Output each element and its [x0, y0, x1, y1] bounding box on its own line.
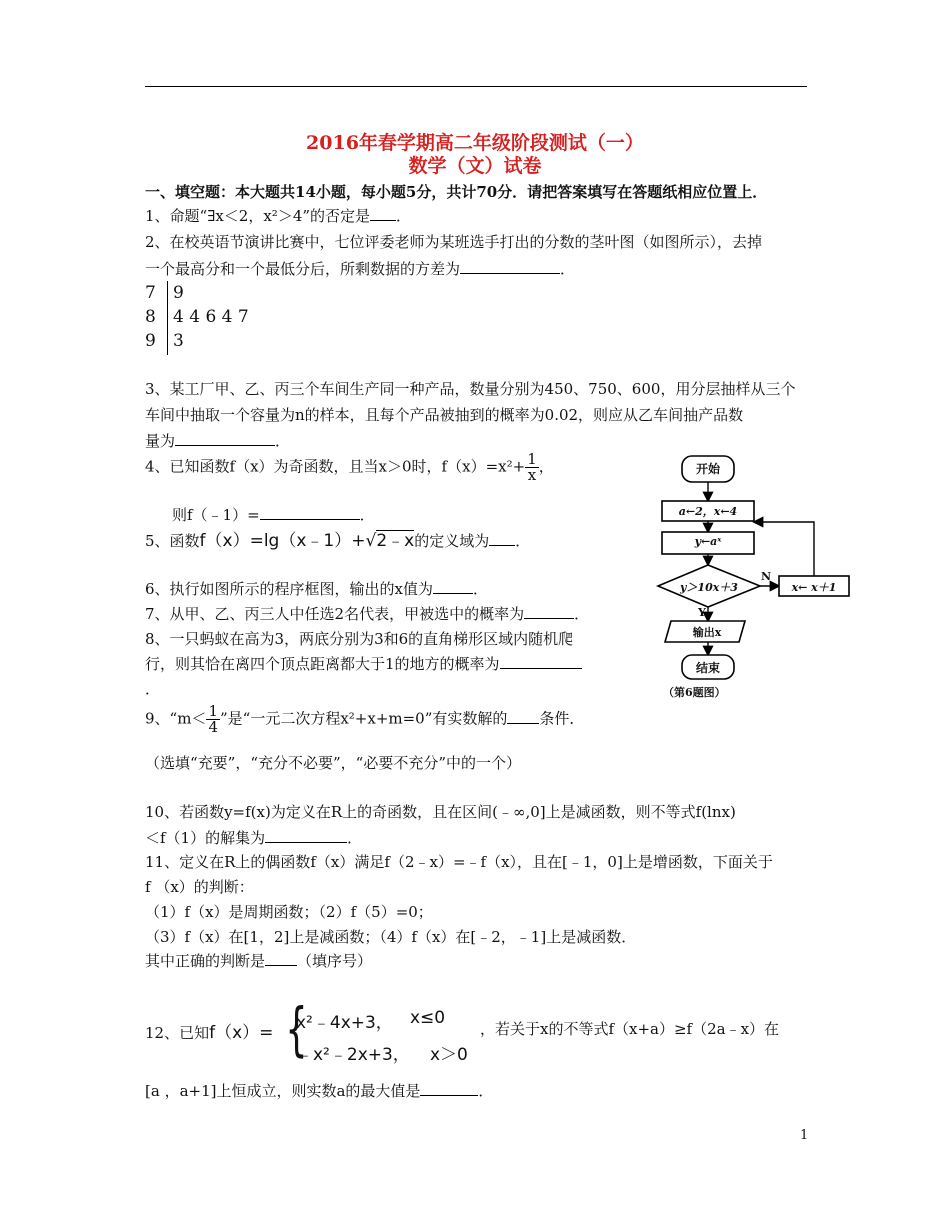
- piecewise-cond-2: x＞0: [430, 1045, 468, 1065]
- piecewise-cond-1: x≤0: [410, 1008, 446, 1028]
- answer-blank: [265, 828, 347, 843]
- sqrt-icon: √: [365, 531, 377, 551]
- question-10-line1: 10、若函数y=f(x)为定义在R上的奇函数，且在区间(﹣∞,0]上是减函数，则不等式f(lnx): [145, 803, 736, 821]
- increment-label: x← x＋1: [791, 581, 837, 594]
- title-line1: 2016年春学期高二年级阶段测试（一）: [306, 132, 644, 154]
- question-3-line1: 3、某工厂甲、乙、丙三个车间生产同一种产品，数量分别为450、750、600，用分层抽样从三个: [145, 380, 796, 398]
- answer-blank: [489, 531, 515, 546]
- question-8-line2: 行，则其恰在离四个顶点距离都大于1的地方的概率为: [145, 653, 582, 674]
- answer-blank: [507, 709, 539, 724]
- answer-blank: [420, 1081, 478, 1096]
- yes-label: Y: [698, 606, 706, 619]
- answer-blank: [260, 505, 360, 520]
- piecewise-case-1: x²﹣4x+3，: [296, 1013, 393, 1033]
- question-12-prefix: 12、已知f（x）=: [145, 1023, 274, 1043]
- question-2-line2: 一个最高分和一个最低分后，所剩数据的方差为 ．: [145, 260, 576, 278]
- question-11-line1: 11、定义在R上的偶函数f（x）满足f（2﹣x）=﹣f（x），且在[﹣1，0]上是增函数，下面关于: [145, 853, 773, 871]
- question-4-line2: 则f（﹣1）= ．: [172, 506, 375, 524]
- condition-label: y＞10x＋3: [680, 581, 738, 594]
- piecewise-case-2: ﹣x²﹣2x+3，: [296, 1045, 410, 1065]
- answer-blank: [175, 431, 275, 446]
- page-number: 1: [800, 1128, 809, 1143]
- answer-blank: [370, 206, 396, 221]
- question-9-note: （选填“充要”，“充分不必要”，“必要不充分”中的一个）: [145, 754, 522, 772]
- init-label: a←2，x←4: [678, 505, 738, 518]
- assign-label: y←aˣ: [694, 535, 722, 548]
- no-label: N: [761, 570, 772, 583]
- question-11-line3: （1）f（x）是周期函数；（2）f（5）=0；: [145, 903, 433, 921]
- question-12-line2: [a ，a+1]上恒成立，则实数a的最大值是 ．: [145, 1082, 494, 1100]
- answer-blank: [460, 259, 560, 274]
- question-11-line2: f （x）的判断：: [145, 878, 254, 896]
- question-8-end: ．: [145, 680, 161, 698]
- title-line2: 数学（文）试卷: [408, 155, 542, 177]
- question-4-line1: 4、已知函数f（x）为奇函数，且当x＞0时，f（x）=x²+ $\frac{1}{x}$ ，: [145, 450, 554, 484]
- question-12-suffix: ，若关于x的不等式f（x+a）≥f（2a﹣x）在: [480, 1020, 780, 1038]
- fraction: $\frac{1}{x}$: [527, 450, 537, 484]
- answer-blank: [433, 579, 473, 594]
- question-10-line2: ＜f（1）的解集为 ．: [145, 829, 363, 847]
- start-label: 开始: [695, 462, 720, 476]
- answer-blank: [524, 604, 574, 619]
- answer-blank: [500, 654, 582, 669]
- output-label: 输出x: [692, 626, 722, 639]
- question-3-line3: 量为 ．: [145, 432, 291, 450]
- fraction: $\frac{1}{4}$: [208, 702, 218, 736]
- question-1: 1、命题“∃x＜2，x²＞4”的否定是 ．: [145, 207, 412, 225]
- stem-leaf-plot: [145, 281, 275, 355]
- question-6: 6、执行如图所示的程序框图，输出的x值为 ．: [145, 580, 489, 598]
- question-7: 7、从甲、乙、丙三人中任选2名代表，甲被选中的概率为 ．: [145, 605, 590, 623]
- figure-caption: （第6题图）: [663, 686, 726, 699]
- end-label: 结束: [695, 661, 720, 675]
- section-heading: 一、填空题：本大题共14小题，每小题5分，共计70分．请把答案填写在答题纸相应位置上．: [145, 183, 768, 201]
- question-9: 9、“m＜ $\frac{1}{4}$ ”是“一元二次方程x²+x+m=0”有实数解的 条件．: [145, 702, 585, 736]
- question-3-line2: 车间中抽取一个容量为n的样本，且每个产品被抽到的概率为0.02，则应从乙车间抽产品数: [145, 406, 744, 424]
- left-brace-icon: {: [285, 995, 308, 1063]
- answer-blank: [265, 951, 297, 966]
- header-rule: [145, 86, 807, 87]
- flowchart: [655, 440, 855, 702]
- stem-column: 7 8 9: [145, 281, 168, 355]
- question-2-line1: 2、在校英语节演讲比赛中，七位评委老师为某班选手打出的分数的茎叶图（如图所示），去掉: [145, 233, 763, 251]
- leaf-column: 9 4 4 6 4 7 3: [173, 283, 249, 351]
- question-11-line5: 其中正确的判断是 （填序号）: [145, 952, 373, 970]
- question-11-line4: （3）f（x）在[1，2]上是减函数；（4）f（x）在[﹣2，﹣1]上是减函数．: [145, 928, 637, 946]
- question-8-line1: 8、一只蚂蚁在高为3，两底分别为3和6的直角梯形区域内随机爬: [145, 630, 574, 648]
- question-5: 5、函数f（x）=lg（x﹣1）+√2﹣x的定义域为 ．: [145, 531, 531, 551]
